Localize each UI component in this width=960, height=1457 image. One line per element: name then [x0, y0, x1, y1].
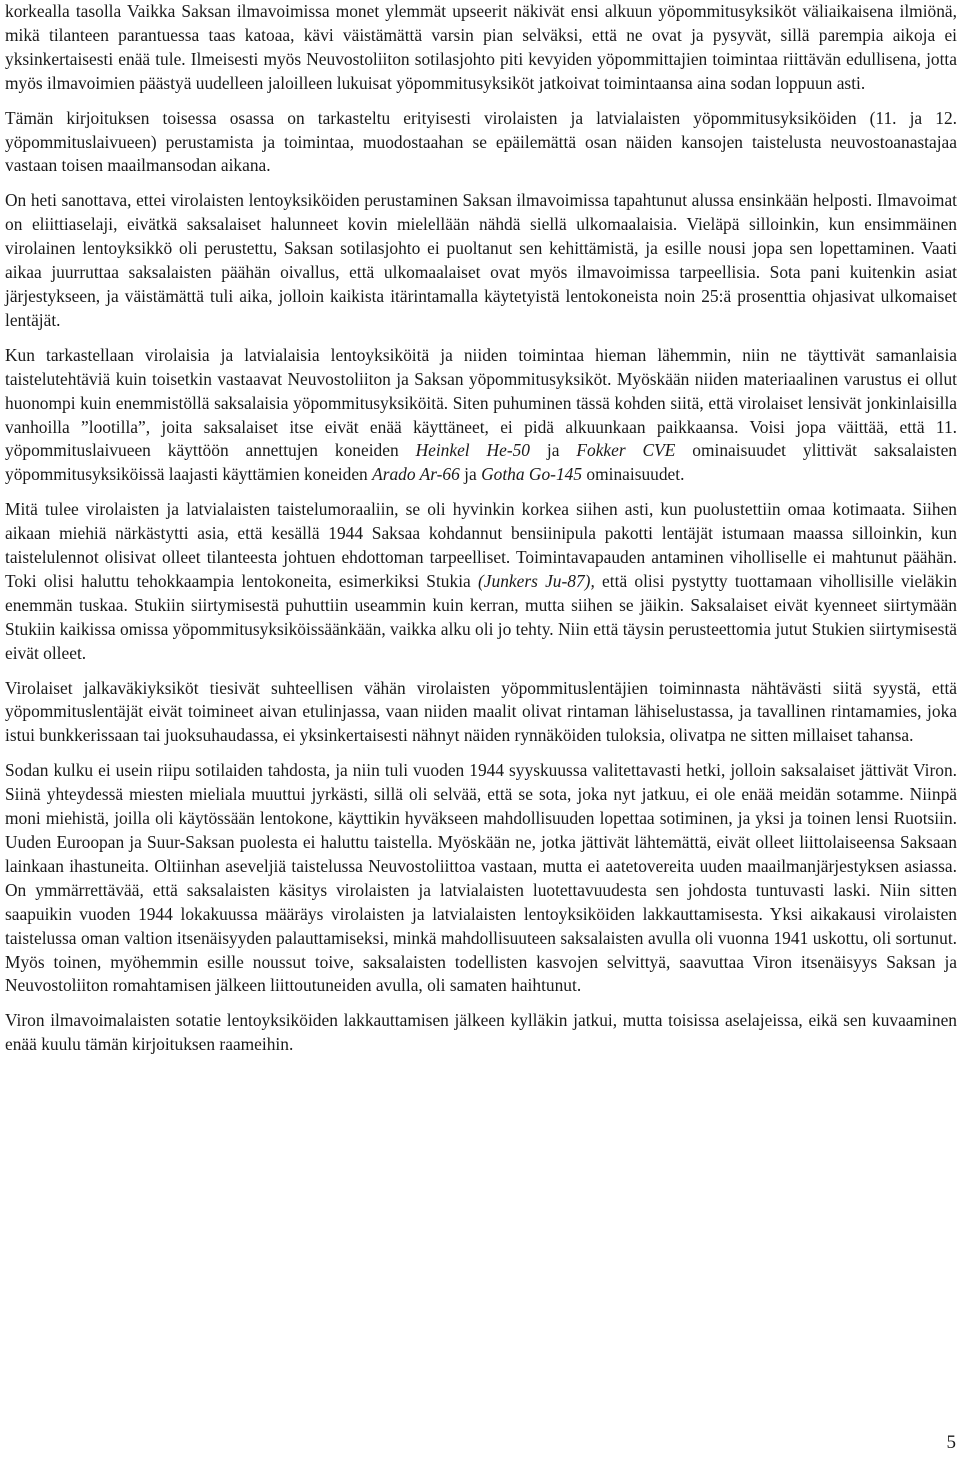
- text-segment: ja: [530, 440, 577, 461]
- text-segment: Kun tarkastellaan virolaisia ja latvialaisia lentoyksiköitä ja niiden toimintaa hieman lähemmin, niin ne täyttivät samanlaisia taistelutehtäviä kuin toisetkin vastaavat Neuvostoliiton ja Saksan yöpommitusyksiköt. Myöskään niiden materiaalinen varustus ei ollut huonompi kuin enemmistöllä saksalaisia yöpommitusyksiköitä. Siten puhuminen tässä kohden siitä, että virolaiset lensivät jonkinlaisilla vanhoilla ”lootilla”, joita saksalaiset itse eivät enää käyttäneet, ei pidä alkuunkaan paikkaansa. Voisi jopa väittää, että 11. yöpommituslaivueen käyttöön annettujen koneiden: [5, 344, 957, 461]
- paragraph-6: [5, 677, 957, 749]
- text-segment: Sodan kulku ei usein riipu sotilaiden tahdosta, ja niin tuli vuoden 1944 syyskuussa valitettavasti hetki, jolloin saksalaiset jättivät Viron. Siinä yhteydessä miesten mieliala muuttui jyrkästi, sillä oli selvää, että se sota, joka nyt jatkuu, ei ole enää meidän sotamme. Niinpä moni miehistä, joilla oli käytössään lentokone, käyttikin hyväkseen mahdollisuuden lopettaa sotiminen, ja yksi ja toinen lensi Ruotsiin. Uuden Euroopan ja Suur-Saksan puolesta ei haluttu taistella. Myöskään ne, jotka jättivät lähtemättä, eivät olleet liittolaiseensa Saksaan lainkaan ihastuneita. Oltiinhan aseveljiä taistelussa Neuvostoliittoa vastaan, mutta ei aatetovereita uuden maailmanjärjestyksen asiassa. On ymmärrettävää, että saksalaisten käsitys virolaisten ja latvialaisten luotettavuudesta sen johdosta tuntuvasti laski. Niin sitten saapuikin vuoden 1944 lokakuussa määräys virolaisten ja latvialaisten lentoyksiköiden lakkauttamisesta. Yksi aikakausi virolaisten taistelussa oman valtion itsenäisyyden palauttamiseksi, minkä mahdollisuuteen saksalaisten avulla oli vuonna 1941 uskottu, oli sortunut. Myös toinen, myöhemmin esille noussut toive, saksalaisten todellisten kasvojen selvittyä, saavuttaa Viron itsenäisyys Saksan ja Neuvostoliiton romahtamisen jälkeen liittoutuneiden avulla, oli samaten haihtunut.: [5, 760, 957, 996]
- italic-text-segment: Heinkel He-50: [415, 440, 531, 461]
- text-segment: Mitä tulee virolaisten ja latvialaisten taistelumoraaliin, se oli hyvinkin korkea siihen asti, kun puolustettiin omaa kotimaata. Siihen aikaan miehiä närkästytti asia, että kesällä 1944 Saksaa kohdannut bensiinipula pakotti lentäjät istumaan maassa silloinkin, kun taistelulennot olisivat olleet tilanteesta johtuen ehdottoman tarpeelliset. Toimintavapauden antaminen viholliselle ei mahtunut päähän. Toki olisi haluttu tehokkaampia lentokoneita, esimerkiksi Stukia: [5, 499, 957, 591]
- text-segment: ominaisuudet.: [582, 464, 685, 485]
- paragraph-3: [5, 189, 957, 332]
- paragraph-5: [5, 498, 957, 665]
- text-segment: Viron ilmavoimalaisten sotatie lentoyksiköiden lakkauttamisen jälkeen kylläkin jatkui, mutta toisissa aselajeissa, eikä sen kuvaaminen enää kuulu tämän kirjoituksen raameihin.: [5, 1010, 957, 1055]
- italic-text-segment: Gotha Go-145: [481, 464, 583, 485]
- text-segment: Tämän kirjoituksen toisessa osassa on tarkasteltu erityisesti virolaisten ja latvialaisten yöpommitusyksiköiden (11. ja 12. yöpommituslaivueen) perustamista ja toimintaa, muodostaahan se epäilemättä osan näiden kansojen taistelusta neuvostoanastajaa vastaan toisen maailmansodan aikana.: [5, 107, 957, 176]
- paragraph-1: [5, 0, 957, 96]
- paragraph-2: [5, 107, 957, 179]
- text-segment: korkealla tasolla Vaikka Saksan ilmavoimissa monet ylemmät upseerit näkivät ensi alkuun yöpommitusyksiköt väliaikaisena ilmiönä, mikä tilanteen parantuessa taas katoaa, kävi väistämättä varsin pian selväksi, että ne ovat ja pysyvät, sillä parempia aikoja ei yksinkertaisesti enää tule. Ilmeisesti myös Neuvostoliiton sotilasjohto piti kevyiden yöpommittajien toimintaa riittävän edullisena, jotta myös ilmavoimien päästyä uudelleen jaloilleen lukuisat yöpommitusyksiköt jatkoivat toimintaansa aina sodan loppuun asti.: [5, 1, 957, 93]
- document-page: [5, 0, 957, 1057]
- paragraph-8: [5, 1009, 957, 1057]
- italic-text-segment: Arado Ar-66: [372, 464, 460, 485]
- text-segment: ja: [459, 464, 482, 485]
- italic-text-segment: Fokker CVE: [576, 440, 676, 461]
- page-number: 5: [946, 1432, 956, 1453]
- text-segment: että olisi pystytty tuottamaan vihollisille vieläkin enemmän tuskaa. Stukiin siirtymisestä puhuttiin useammin kuin kerran, mutta siihen se jäikin. Saksalaiset eivät kyenneet siirtymään Stukiin kaikissa omissa yöpommitusyksiköissäänkään, vaikka alku oli jo tehty. Niin että täysin perusteettomia jutut Stukien siirtymisestä eivät olleet.: [5, 570, 957, 663]
- text-segment: On heti sanottava, ettei virolaisten lentoyksiköiden perustaminen Saksan ilmavoimissa tapahtunut alussa ensinkään helposti. Ilmavoimat on eliittiaselaji, eivätkä saksalaiset halunneet kovin mielellään nähdä siellä ulkomaalaisia. Vieläpä silloinkin, kun ensimmäinen virolainen lentoyksikkö oli perustettu, Saksan sotilasjohto ei puoltanut sen kehittämistä, ja esille nousi jopa sen lopettaminen. Vaati aikaa juurruttaa saksalaisten päähän oivallus, että ulkomaalaiset ovat myös ilmavoimissa tarpeellisia. Sota pani kuitenkin asiat järjestykseen, ja väistämättä tuli aika, jolloin kaikista itärintamalla käytetyistä lentokoneista noin 25:ä prosenttia ohjasivat ulkomaiset lentäjät.: [5, 190, 957, 330]
- text-segment: ominaisuudet ylittivät saksalaisten yöpommitusyksiköissä laajasti käyttämien koneiden: [5, 440, 957, 485]
- italic-text-segment: (Junkers Ju-87),: [477, 570, 595, 591]
- paragraph-4: [5, 344, 957, 487]
- paragraph-7: [5, 759, 957, 998]
- text-segment: Virolaiset jalkaväkiyksiköt tiesivät suhteellisen vähän virolaisten yöpommituslentäjien toiminnasta nähtävästi siitä syystä, että yöpommituslentäjät eivät toimineet aivan etulinjassa, vaan niiden maalit olivat rintaman lähiselustassa, ja tavallinen rintamamies, joka istui bunkkerissaan tai juoksuhaudassa, ei yksinkertaisesti nähnyt näiden rynnäköiden tuloksia, olivatpa ne sitten millaiset tahansa.: [5, 677, 957, 746]
